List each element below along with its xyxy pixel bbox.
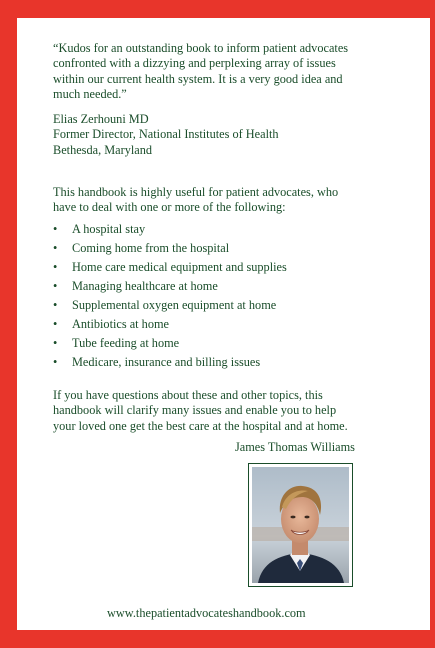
intro-line: have to deal with one or more of the following:	[53, 200, 286, 215]
endorser-location: Bethesda, Maryland	[53, 142, 153, 157]
bullet-marker: •	[53, 279, 58, 293]
closing-line: handbook will clarify many issues and enable you to help	[53, 403, 337, 418]
list-item-text: Tube feeding at home	[72, 336, 180, 350]
bullet-marker: •	[53, 260, 58, 274]
list-item-text: Coming home from the hospital	[72, 241, 230, 255]
list-item	[53, 355, 423, 374]
quote-line: “Kudos for an outstanding book to inform patient advocates	[53, 41, 349, 55]
topics-list	[53, 222, 423, 374]
endorsement-attribution	[53, 112, 423, 158]
list-item	[53, 336, 423, 355]
list-item	[53, 279, 423, 298]
list-item-text: Supplemental oxygen equipment at home	[72, 298, 277, 312]
bullet-marker: •	[53, 298, 58, 312]
author-photo	[252, 467, 349, 583]
list-item	[53, 260, 423, 279]
list-item-text: Antibiotics at home	[72, 317, 169, 331]
list-item	[53, 222, 423, 241]
quote-line: much needed.”	[53, 87, 127, 102]
author-photo-frame	[248, 463, 353, 587]
handbook-intro	[53, 185, 423, 216]
intro-line: This handbook is highly useful for patient advocates, who	[53, 185, 339, 199]
author-name: James Thomas Williams	[235, 440, 355, 454]
endorser-name: Elias Zerhouni MD	[53, 112, 149, 126]
closing-line: If you have questions about these and other topics, this	[53, 388, 323, 402]
list-item-text: Home care medical equipment and supplies	[72, 260, 287, 274]
closing-line: your loved one get the best care at the hospital and at home.	[53, 418, 348, 433]
bullet-marker: •	[53, 222, 58, 236]
quote-line: within our current health system. It is a very good idea and	[53, 71, 343, 86]
closing-paragraph	[53, 388, 423, 434]
bullet-marker: •	[53, 355, 58, 369]
website-link[interactable]: www.thepatientadvocateshandbook.com	[107, 606, 306, 620]
list-item-text: Managing healthcare at home	[72, 279, 218, 293]
bullet-marker: •	[53, 241, 58, 255]
quote-line: confronted with a dizzying and perplexing array of issues	[53, 56, 336, 71]
list-item	[53, 241, 423, 260]
list-item-text: Medicare, insurance and billing issues	[72, 355, 261, 369]
bullet-marker: •	[53, 317, 58, 331]
endorsement-quote	[53, 41, 423, 103]
endorser-title: Former Director, National Institutes of Health	[53, 127, 279, 142]
list-item	[53, 317, 423, 336]
list-item-text: A hospital stay	[72, 222, 146, 236]
list-item	[53, 298, 423, 317]
back-cover-page	[17, 18, 430, 630]
bullet-marker: •	[53, 336, 58, 350]
